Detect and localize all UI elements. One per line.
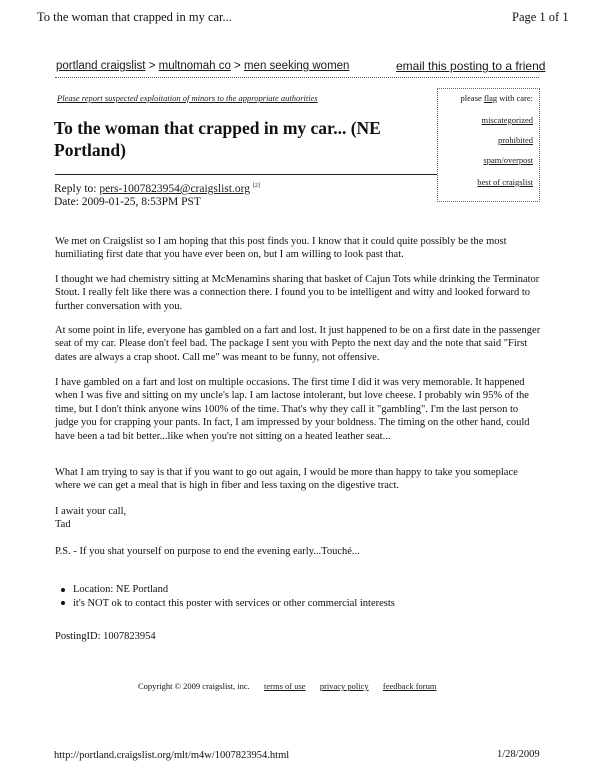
print-footer-date: 1/28/2009 [497, 749, 540, 760]
body-paragraph-1: We met on Craigslist so I am hoping that this post finds you. I know that it could quite possibly be the most humiliating first date that you have ever been on, but I am willing to look past that. [55, 236, 507, 261]
copyright-text: Copyright © 2009 craigslist, inc. [138, 681, 250, 691]
print-footer-url: http://portland.craigslist.org/mlt/m4w/1007823954.html [54, 750, 290, 761]
location-text: Location: NE Portland [73, 584, 169, 595]
posting-title-line1: To the woman that crapped in my car... (NE [54, 118, 381, 138]
bullet-icon [61, 601, 65, 605]
date-value: 2009-01-25, 8:53PM PST [81, 196, 201, 208]
posting-attributes [61, 583, 395, 610]
bullet-icon [61, 588, 65, 592]
date-label: Date: [54, 196, 79, 208]
email-posting-link[interactable]: email this posting to a friend [396, 59, 546, 73]
flag-heading-prefix: please [460, 93, 482, 103]
breadcrumb [56, 60, 349, 72]
postscript: P.S. - If you shat yourself on purpose to end the evening early...Touché... [55, 546, 360, 557]
contact-notice-text: it's NOT ok to contact this poster with services or other commercial interests [73, 597, 395, 609]
closing-line-1: I await your call, [55, 506, 127, 517]
posting-id: PostingID: 1007823954 [55, 631, 156, 642]
breadcrumb-separator: > [234, 60, 241, 72]
flag-best-of-link[interactable]: best of craigslist [477, 177, 533, 187]
list-item [61, 597, 395, 611]
flag-help-link[interactable]: flag [483, 93, 498, 103]
reply-footnote-mark: [2] [252, 183, 260, 190]
body-paragraph-4: I have gambled on a fart and lost on multiple occasions. The first time I did it was very memorable. It happened when I was five and sitting on my uncle's lap. I am lactose intolerant, but love cheese. I probably win 95% of the time, but I don't think anyone wins 100% of the time. That's why they call it "gambling". I'm the last person to judge you for crapping your pants. In fact, I am impressed by your boldness. The timing on the other hand, could have been a tad bit better...like when you're not sitting on a heated leather seat... [55, 377, 530, 442]
reply-email-link[interactable]: pers-1007823954@craigslist.org [99, 183, 250, 195]
flag-spam-overpost-link[interactable]: spam/overpost [483, 155, 533, 165]
body-paragraph-3: At some point in life, everyone has gambled on a fart and lost. It just happened to be on a first date in the passenger seat of my car. Please don't feel bad. The package I sent you with Pepto the next day and the note that said "First dates are always a crap shoot. Call me" was meant to be funny, not offensive. [55, 325, 541, 363]
terms-of-use-link[interactable]: terms of use [264, 681, 306, 691]
breadcrumb-men-seeking-women[interactable]: men seeking women [243, 60, 350, 72]
list-item [61, 583, 395, 597]
closing-signature: Tad [55, 519, 71, 531]
flag-box-heading [461, 93, 533, 103]
posting-title [54, 117, 434, 161]
flag-box [437, 88, 540, 202]
body-paragraph-2: I thought we had chemistry sitting at McMenamins sharing that basket of Cajun Tots while drinking the Terminator Stout. I really felt like there was a connection there. I found you to be intelligent and witty and looked forward to further conversation with you. [55, 274, 540, 312]
print-header-title: To the woman that crapped in my car... [37, 10, 232, 24]
breadcrumb-portland-craigslist[interactable]: portland craigslist [56, 60, 146, 72]
feedback-forum-link[interactable]: feedback forum [382, 681, 437, 691]
posting-title-line2: Portland) [54, 140, 126, 160]
date-line [54, 196, 201, 208]
breadcrumb-separator: > [148, 60, 156, 72]
flag-miscategorized-link[interactable]: miscategorized [481, 115, 533, 125]
flag-heading-suffix: with care: [499, 93, 533, 103]
privacy-policy-link[interactable]: privacy policy [319, 681, 369, 691]
reply-to-label: Reply to: [54, 183, 97, 195]
breadcrumb-multnomah-co[interactable]: multnomah co [158, 60, 231, 72]
flag-prohibited-link[interactable]: prohibited [498, 135, 533, 145]
site-footer [138, 681, 437, 691]
print-page-number: Page 1 of 1 [512, 10, 569, 24]
header-divider [55, 77, 539, 78]
reply-to-line [54, 183, 260, 195]
closing [55, 505, 543, 532]
body-paragraph-5: What I am trying to say is that if you want to go out again, I would be more than happy to take you someplace where we can get a meal that is high in fiber and less taxing on the digestive tract. [55, 467, 518, 492]
title-divider [55, 174, 437, 175]
report-exploitation-link[interactable]: Please report suspected exploitation of minors to the appropriate authorities [57, 93, 318, 103]
